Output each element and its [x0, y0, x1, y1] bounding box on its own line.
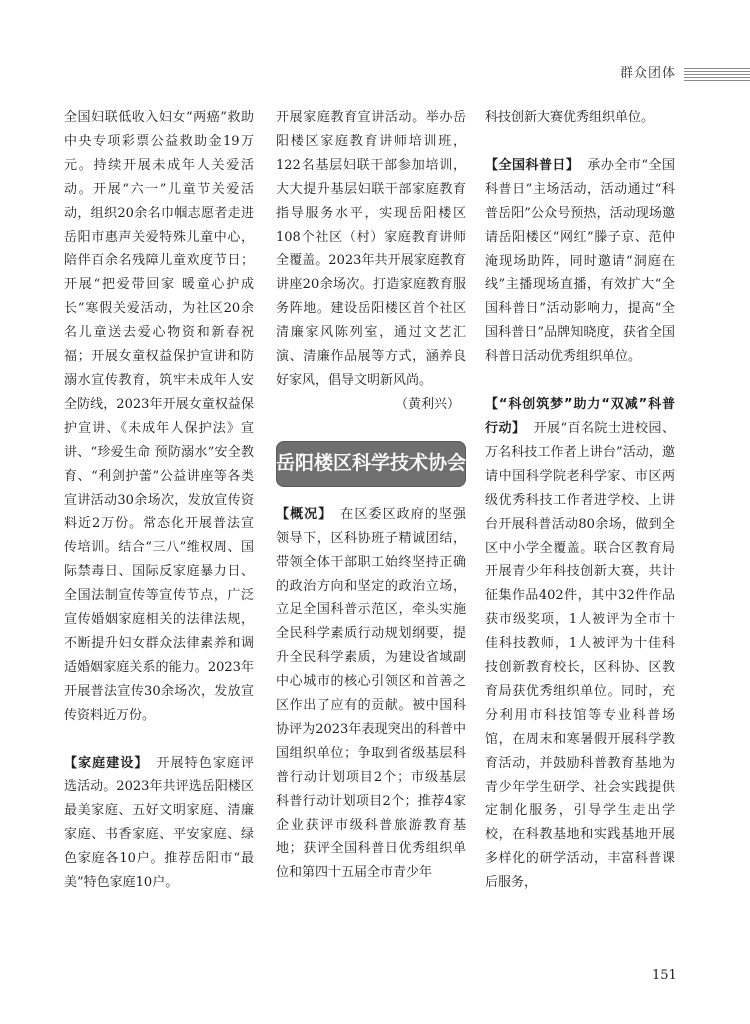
family-heading: 【家庭建设】: [64, 755, 149, 771]
innovation-heading: 【“科创筑梦”助力“双减”科普行动】: [485, 397, 675, 436]
page-number: 151: [652, 968, 677, 983]
science-day-section: [485, 154, 675, 369]
author-credit: （黄利兴）: [394, 396, 460, 412]
header-decoration-lines: [684, 68, 750, 82]
col2-paragraph: 开展家庭教育宣讲活动。举办岳阳楼区家庭教育讲师培训班，122名基层妇联干部参加培训，大大提升基层妇联干部家庭教育指导服务水平，实现岳阳楼区108个社区（村）家庭教育讲师全覆盖。2023年共开展家庭教育讲座20余场次。打造家庭教育服务阵地。建设岳阳楼区首个社区清廉家风陈列室，通过文艺汇演、清廉作品展等方式，涵养良好家风，倡导文明新风尚。: [276, 110, 466, 388]
col3-paragraph: 科技创新大赛优秀组织单位。: [485, 110, 655, 125]
innovation-text: 开展“百名院士进校园、万名科技工作者上讲台”活动，邀请中国科学院老科学家、市区两级优秀科技工作者进学校、上讲台开展科普活动80余场，做到全区中小学全覆盖。联合区教育局开展青少年科技创新大赛，共计征集作品402件，其中32件作品获市级奖项，1人被评为全市十佳科技教师，1人被评为十佳科技创新教育校长，区科协、区教育局获优秀组织单位。同时，充分利用市科技馆等专业科普场馆，在周末和寒暑假开展科学教育活动，并鼓励科普教育基地为青少年学生研学、社会实践提供定制化服务，引导学生走出学校，在科教基地和实践基地开展多样化的研学活动，丰富科普课后服务，: [485, 420, 675, 891]
overview-text: 在区委区政府的坚强领导下，区科协班子精诚团结，带领全体干部职工始终坚持正确的政治方向和坚定的政治立场，立足全国科普示范区，牵头实施全民科学素质行动规划纲要，提升全民科学素质，为建设省域副中心城市的核心引领区和首善之区作出了应有的贡献。被中国科协评为2023年表现突出的科普中国组织单位；争取到省级基层科普行动计划项目2个；市级基层科普行动计划项目2个；推荐4家企业获评市级科普旅游教育基地；获评全国科普日优秀组织单位和第四十五届全市青少年: [276, 506, 466, 881]
column-1: [64, 106, 254, 895]
column-3: [485, 106, 675, 895]
family-text: 开展特色家庭评选活动。2023年共评选岳阳楼区最美家庭、五好文明家庭、清廉家庭、书香家庭、平安家庭、绿色家庭各10户。推荐岳阳市“最美”特色家庭10户。: [64, 755, 254, 891]
section-title: 群众团体: [620, 66, 677, 81]
overview-section: [276, 503, 466, 886]
column-2: [276, 106, 466, 885]
family-section: [64, 752, 254, 895]
organization-title-banner: 岳阳楼区科学技术协会: [276, 441, 466, 487]
overview-heading: 【概况】: [276, 506, 333, 522]
science-day-heading: 【全国科普日】: [485, 157, 580, 173]
col1-paragraph: 全国妇联低收入妇女“两癌”救助中央专项彩票公益救助金19万元。持续开展未成年人关爱活动。开展“六一”儿童节关爱活动，组织20余名巾帼志愿者走进岳阳市惠声关爱特殊儿童中心，陪伴百余名残障儿童欢度节日；开展“把爱带回家 暖童心护成长”寒假关爱活动，为社区20余名儿童送去爱心物资和新春祝福；开展女童权益保护宣讲和防溺水宣传教育，筑牢未成年人安全防线，2023年开展女童权益保护宣讲、《未成年人保护法》宣讲、“珍爱生命 预防溺水”安全教育、“利剑护蕾”公益讲座等各类宣讲活动30余场次，发放宣传资料近2万份。常态化开展普法宣传培训。结合“三八”维权周、国际禁毒日、国际反家庭暴力日、全国法制宣传等宣传节点，广泛宣传婚姻家庭相关的法律法规，不断提升妇女群众法律素养和调适婚姻家庭关系的能力。2023年开展普法宣传30余场次，发放宣传资料近万份。: [64, 110, 254, 723]
science-day-text: 承办全市“全国科普日”主场活动，活动通过“科普岳阳”公众号预热，活动现场邀请岳阳楼区“网红”滕子京、范仲淹现场助阵，同时邀请“洞庭在线”主播现场直播，有效扩大“全国科普日”活动影响力，提高“全国科普日”品牌知晓度，获省全国科普日活动优秀组织单位。: [485, 157, 675, 365]
innovation-section: [485, 393, 675, 895]
